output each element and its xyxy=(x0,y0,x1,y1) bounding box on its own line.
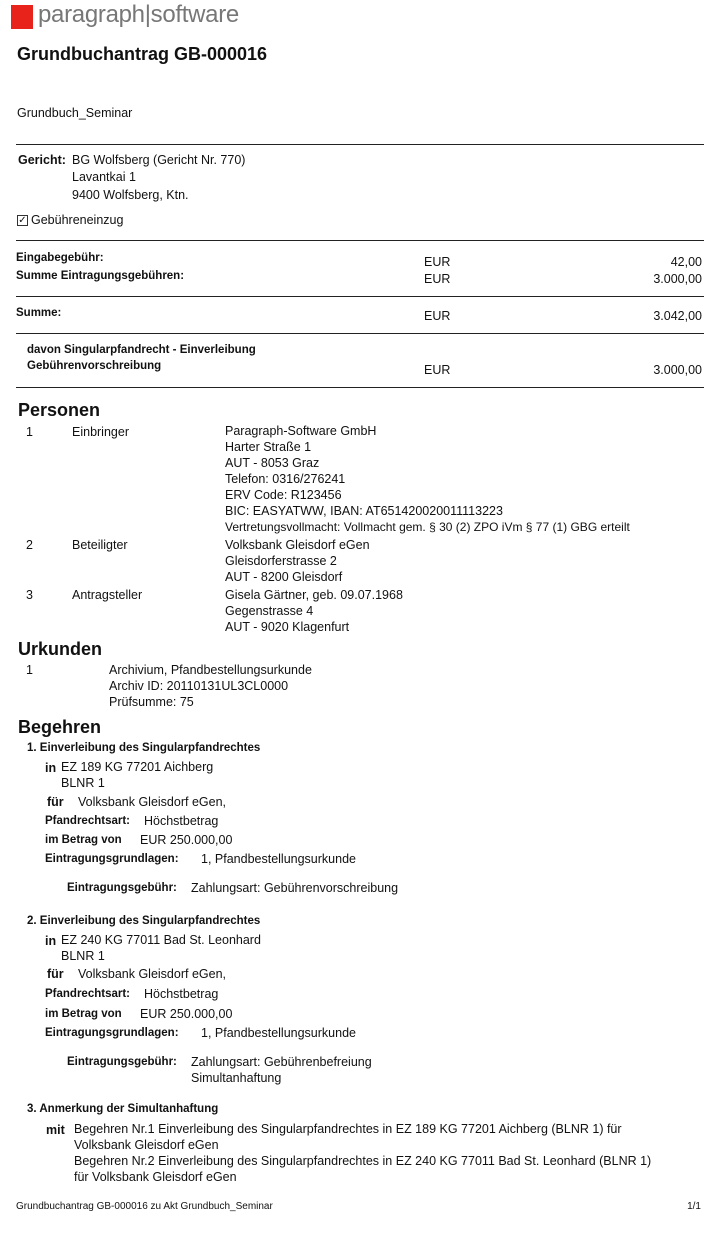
geb-value: Zahlungsart: Gebührenvorschreibung xyxy=(191,881,399,895)
betrag-value: EUR 250.000,00 xyxy=(140,1007,233,1021)
blnr: BLNR 1 xyxy=(61,776,105,790)
person-line: Gegenstrasse 4 xyxy=(225,604,314,618)
begehren-heading: Begehren xyxy=(18,717,102,737)
logo-mark-bar xyxy=(11,25,33,29)
geb-value: Zahlungsart: Gebührenbefreiung xyxy=(191,1055,372,1069)
person-line: ERV Code: R123456 xyxy=(225,488,342,502)
urkunde-line: Prüfsumme: 75 xyxy=(109,695,194,709)
personen-heading: Personen xyxy=(18,400,101,420)
grund-label: Eintragungsgrundlagen: xyxy=(45,1027,179,1039)
gebuehreneinzug-label: Gebühreneinzug xyxy=(31,213,124,227)
logo-mark xyxy=(11,5,33,25)
logo-text: paragraph|software xyxy=(38,1,239,28)
person-line: BIC: EASYATWW, IBAN: AT651420020011113223 xyxy=(225,504,503,518)
geb-label: Eintragungsgebühr: xyxy=(67,882,177,894)
gebuehreneinzug-checkbox[interactable]: ✓ xyxy=(18,215,27,226)
eintragung-label: Summe Eintragungsgebühren: xyxy=(16,270,185,282)
divider xyxy=(16,387,704,388)
mit-line: für Volksbank Gleisdorf eGen xyxy=(74,1170,237,1184)
davon-label: davon Singularpfandrecht - Einverleibung xyxy=(27,344,256,356)
person-line: AUT - 9020 Klagenfurt xyxy=(225,620,350,634)
davon-value: 3.000,00 xyxy=(653,363,702,377)
davon-label-2: Gebührenvorschreibung xyxy=(27,360,162,372)
divider xyxy=(16,144,704,145)
urkunde-line: Archivium, Pfandbestellungsurkunde xyxy=(109,663,312,677)
person-nr: 2 xyxy=(26,538,33,552)
gericht-label: Gericht: xyxy=(18,153,66,167)
begehren-title: 3. Anmerkung der Simultanhaftung xyxy=(27,1103,219,1115)
urkunde-line: Archiv ID: 20110131UL3CL0000 xyxy=(109,679,289,693)
grund-value: 1, Pfandbestellungsurkunde xyxy=(201,852,356,866)
grund-label: Eintragungsgrundlagen: xyxy=(45,853,179,865)
footer-text: Grundbuchantrag GB-000016 zu Akt Grundbuch_Seminar xyxy=(16,1201,273,1212)
urkunde-nr: 1 xyxy=(26,663,33,677)
currency: EUR xyxy=(424,272,451,286)
person-line: Gleisdorferstrasse 2 xyxy=(225,554,337,568)
person-line: AUT - 8053 Graz xyxy=(225,456,320,470)
fuer-label: für xyxy=(47,795,64,809)
in-label: in xyxy=(45,934,57,948)
blnr: BLNR 1 xyxy=(61,949,105,963)
gericht-line: 9400 Wolfsberg, Ktn. xyxy=(72,188,189,202)
begehren-title: 2. Einverleibung des Singularpfandrechtes xyxy=(27,915,261,927)
person-nr: 1 xyxy=(26,425,33,439)
person-line: Harter Straße 1 xyxy=(225,440,312,454)
betrag-value: EUR 250.000,00 xyxy=(140,833,233,847)
geb-value-2: Simultanhaftung xyxy=(191,1071,282,1085)
geb-label: Eintragungsgebühr: xyxy=(67,1056,177,1068)
currency: EUR xyxy=(424,363,451,377)
mit-line: Volksbank Gleisdorf eGen xyxy=(74,1138,219,1152)
gericht-line: BG Wolfsberg (Gericht Nr. 770) xyxy=(72,153,246,167)
eingabe-value: 42,00 xyxy=(670,255,702,269)
page-title: Grundbuchantrag GB-000016 xyxy=(17,44,268,64)
fuer-value: Volksbank Gleisdorf eGen, xyxy=(78,967,226,981)
eingabe-label: Eingabegebühr: xyxy=(16,252,104,264)
divider xyxy=(16,333,704,334)
summe-label: Summe: xyxy=(16,307,62,319)
person-role: Beteiligter xyxy=(72,538,128,552)
in-value: EZ 240 KG 77011 Bad St. Leonhard xyxy=(61,933,261,947)
page-number: 1/1 xyxy=(687,1201,701,1212)
gericht-line: Lavantkai 1 xyxy=(72,170,136,184)
art-label: Pfandrechtsart: xyxy=(45,988,130,1000)
betrag-label: im Betrag von xyxy=(45,834,122,846)
person-line: Volksbank Gleisdorf eGen xyxy=(225,538,370,552)
betrag-label: im Betrag von xyxy=(45,1008,122,1020)
fuer-label: für xyxy=(47,967,64,981)
currency: EUR xyxy=(424,309,451,323)
akt-name: Grundbuch_Seminar xyxy=(17,106,133,120)
art-label: Pfandrechtsart: xyxy=(45,815,130,827)
eintragung-value: 3.000,00 xyxy=(653,272,702,286)
currency: EUR xyxy=(424,255,451,269)
fuer-value: Volksbank Gleisdorf eGen, xyxy=(78,795,226,809)
person-line: AUT - 8200 Gleisdorf xyxy=(225,570,343,584)
grund-value: 1, Pfandbestellungsurkunde xyxy=(201,1026,356,1040)
mit-label: mit xyxy=(46,1123,65,1137)
art-value: Höchstbetrag xyxy=(144,814,219,828)
person-line: Telefon: 0316/276241 xyxy=(225,472,346,486)
person-role: Antragsteller xyxy=(72,588,143,602)
mit-line: Begehren Nr.2 Einverleibung des Singularpfandrechtes in EZ 240 KG 77011 Bad St. Leonhard (BLNR 1) xyxy=(74,1154,652,1168)
person-role: Einbringer xyxy=(72,425,129,439)
person-line: Paragraph-Software GmbH xyxy=(225,424,377,438)
begehren-title: 1. Einverleibung des Singularpfandrechtes xyxy=(27,742,261,754)
in-value: EZ 189 KG 77201 Aichberg xyxy=(61,760,214,774)
art-value: Höchstbetrag xyxy=(144,987,219,1001)
divider xyxy=(16,240,704,241)
person-line: Gisela Gärtner, geb. 09.07.1968 xyxy=(225,588,403,602)
mit-line: Begehren Nr.1 Einverleibung des Singularpfandrechtes in EZ 189 KG 77201 Aichberg (BLNR 1) für xyxy=(74,1122,622,1136)
divider xyxy=(16,296,704,297)
person-nr: 3 xyxy=(26,588,33,602)
summe-value: 3.042,00 xyxy=(653,309,702,323)
in-label: in xyxy=(45,761,57,775)
urkunden-heading: Urkunden xyxy=(18,639,103,659)
person-line: Vertretungsvollmacht: Vollmacht gem. § 30 (2) ZPO iVm § 77 (1) GBG erteilt xyxy=(225,520,630,534)
